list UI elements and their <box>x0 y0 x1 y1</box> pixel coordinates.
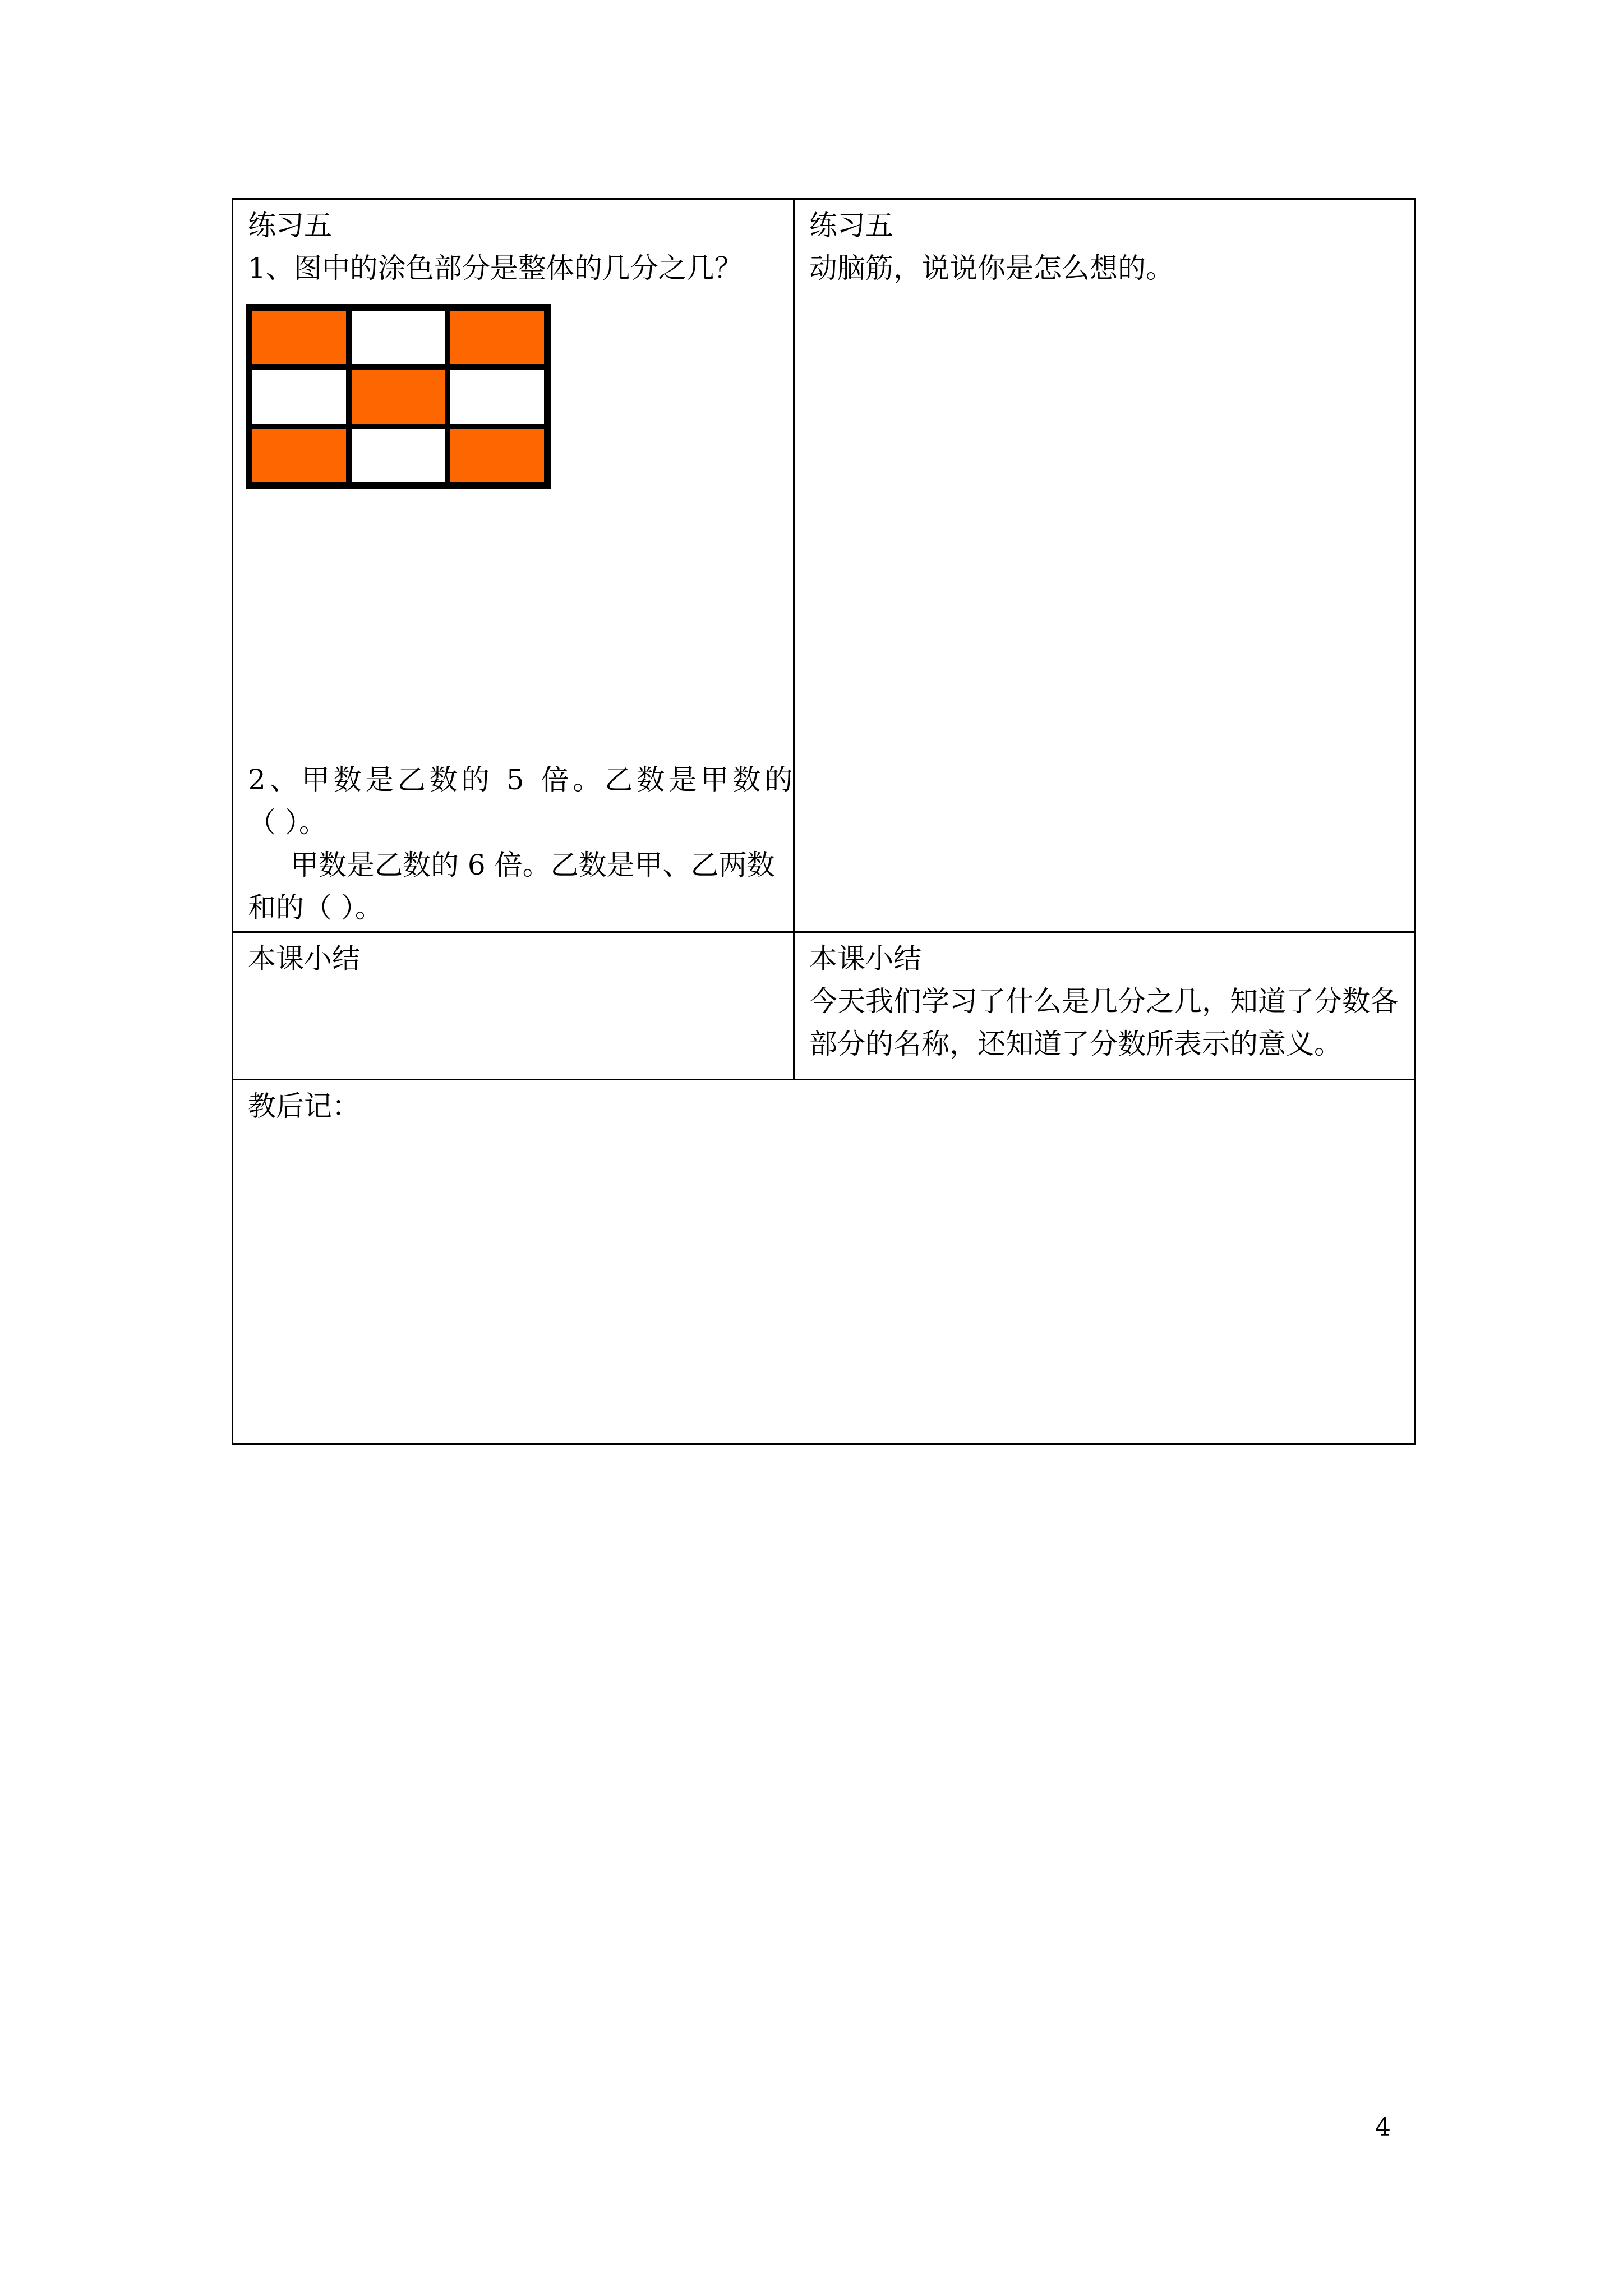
grid-cell-shaded <box>450 311 544 364</box>
question-2-line-2: （ ）。 <box>248 806 327 839</box>
question-2-line-1: 2、甲数是乙数的 5 倍。乙数是甲数的 <box>248 763 797 796</box>
grid-cell-shaded <box>252 429 346 482</box>
think-prompt: 动脑筋，说说你是怎么想的。 <box>809 252 1174 284</box>
question-1: 1、图中的涂色部分是整体的几分之几？ <box>248 252 743 284</box>
practice-title-right: 练习五 <box>809 209 893 242</box>
notes-title: 教后记： <box>248 1090 360 1122</box>
practice-row <box>233 199 1415 932</box>
practice-right-cell <box>794 199 1415 932</box>
grid-cell-shaded <box>352 370 445 423</box>
grid-cell-blank <box>252 370 346 423</box>
summary-right-cell <box>794 932 1415 1080</box>
lesson-table <box>232 198 1416 1445</box>
summary-row <box>233 932 1415 1080</box>
question-2-part-2: 甲数是乙数的 6 倍。乙数是甲、乙两数和的（ ）。 <box>248 849 775 924</box>
notes-cell <box>233 1080 1415 1444</box>
practice-left-cell <box>233 199 797 932</box>
practice-title-left: 练习五 <box>248 209 332 242</box>
grid-cell-shaded <box>252 311 346 364</box>
summary-title-right: 本课小结 <box>809 942 921 975</box>
grid-cell-blank <box>352 429 445 482</box>
summary-title-left: 本课小结 <box>248 942 360 975</box>
grid-cell-blank <box>352 311 445 364</box>
grid-cell-blank <box>450 370 544 423</box>
summary-left-cell <box>233 932 794 1080</box>
grid-cell-shaded <box>450 429 544 482</box>
summary-text: 今天我们学习了什么是几分之几，知道了分数各部分的名称，还知道了分数所表示的意义。 <box>809 985 1398 1060</box>
page-number: 4 <box>1375 2113 1391 2142</box>
shaded-grid-figure <box>246 304 551 489</box>
notes-row <box>233 1080 1415 1444</box>
